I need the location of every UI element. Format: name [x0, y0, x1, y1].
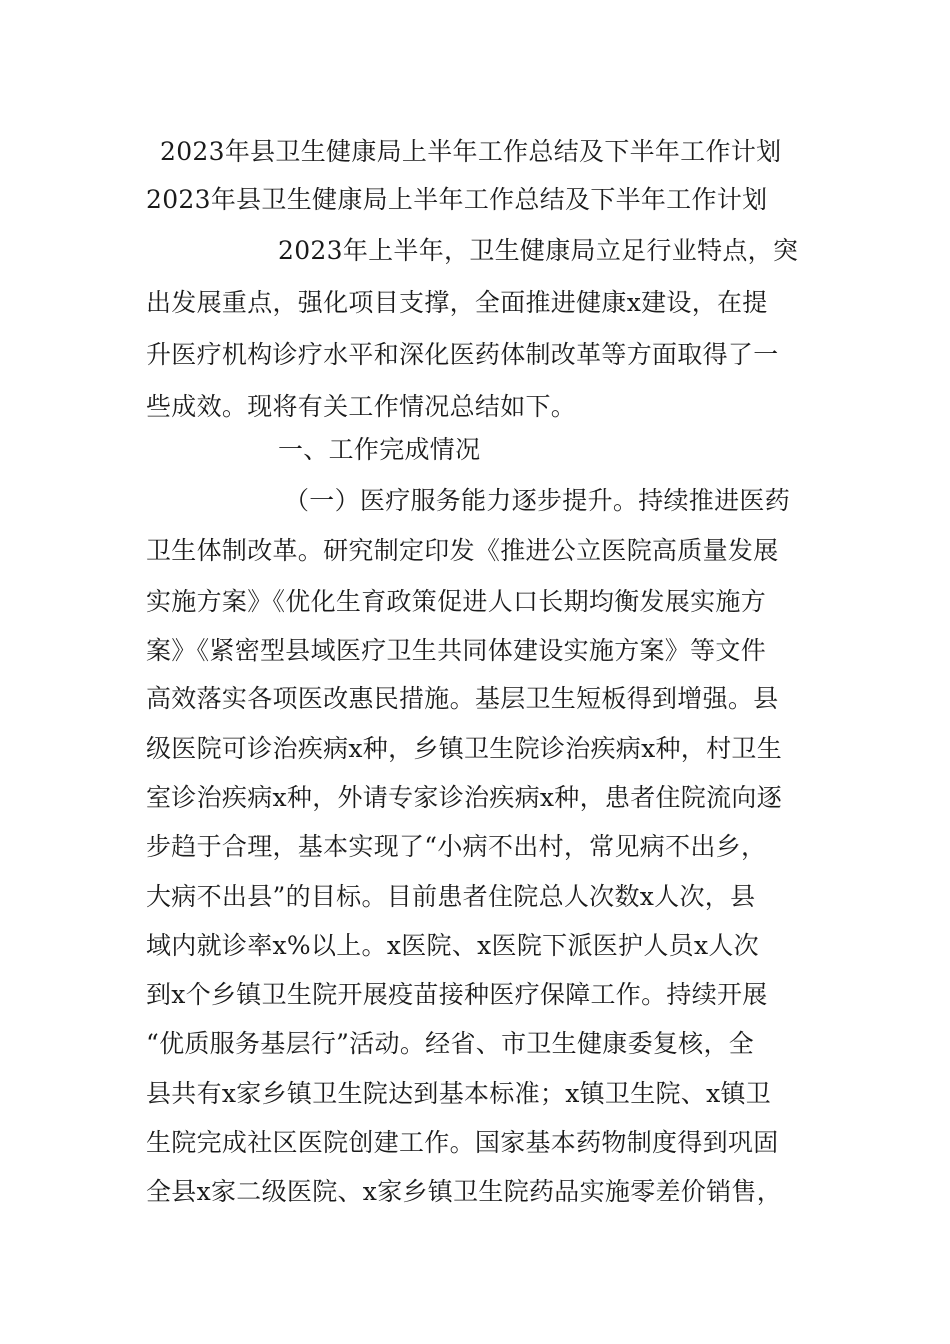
document-title: 2023年县卫生健康局上半年工作总结及下半年工作计划 [160, 137, 782, 166]
body-line: 卫生体制改革。研究制定印发《推进公立医院高质量发展 [146, 536, 779, 565]
body-line: 高效落实各项医改惠民措施。基层卫生短板得到增强。县 [146, 684, 779, 713]
body-line: 实施方案》《优化生育政策促进人口长期均衡发展实施方 [146, 587, 767, 616]
intro-line: 升医疗机构诊疗水平和深化医药体制改革等方面取得了一 [146, 340, 779, 369]
section-heading: 一、工作完成情况 [278, 435, 481, 464]
body-line: 室诊治疾病x种，外请专家诊治疾病x种，患者住院流向逐 [146, 783, 783, 812]
body-line: 生院完成社区医院创建工作。国家基本药物制度得到巩固 [146, 1128, 779, 1157]
intro-line: 出发展重点，强化项目支撑，全面推进健康x建设，在提 [146, 288, 768, 317]
body-line: 案》《紧密型县域医疗卫生共同体建设实施方案》等文件 [146, 636, 767, 665]
body-line: 到x个乡镇卫生院开展疫苗接种医疗保障工作。持续开展 [146, 980, 768, 1009]
intro-line: 些成效。现将有关工作情况总结如下。 [146, 392, 577, 421]
body-line: （一）医疗服务能力逐步提升。持续推进医药 [284, 486, 791, 515]
body-line: 步趋于合理，基本实现了“小病不出村，常见病不出乡， [146, 832, 767, 861]
body-line: 域内就诊率x%以上。x医院、x医院下派医护人员x人次 [146, 931, 759, 960]
body-line: 县共有x家乡镇卫生院达到基本标准；x镇卫生院、x镇卫 [146, 1079, 772, 1108]
body-line: 级医院可诊治疾病x种，乡镇卫生院诊治疾病x种，村卫生 [146, 734, 783, 763]
body-line: 全县x家二级医院、x家乡镇卫生院药品实施零差价销售， [146, 1177, 783, 1206]
intro-line: 2023年上半年，卫生健康局立足行业特点，突 [278, 236, 799, 265]
document-subtitle: 2023年县卫生健康局上半年工作总结及下半年工作计划 [146, 185, 768, 214]
body-line: “优质服务基层行”活动。经省、市卫生健康委复核，全 [146, 1029, 755, 1058]
body-line: 大病不出县”的目标。目前患者住院总人次数x人次，县 [146, 882, 756, 911]
